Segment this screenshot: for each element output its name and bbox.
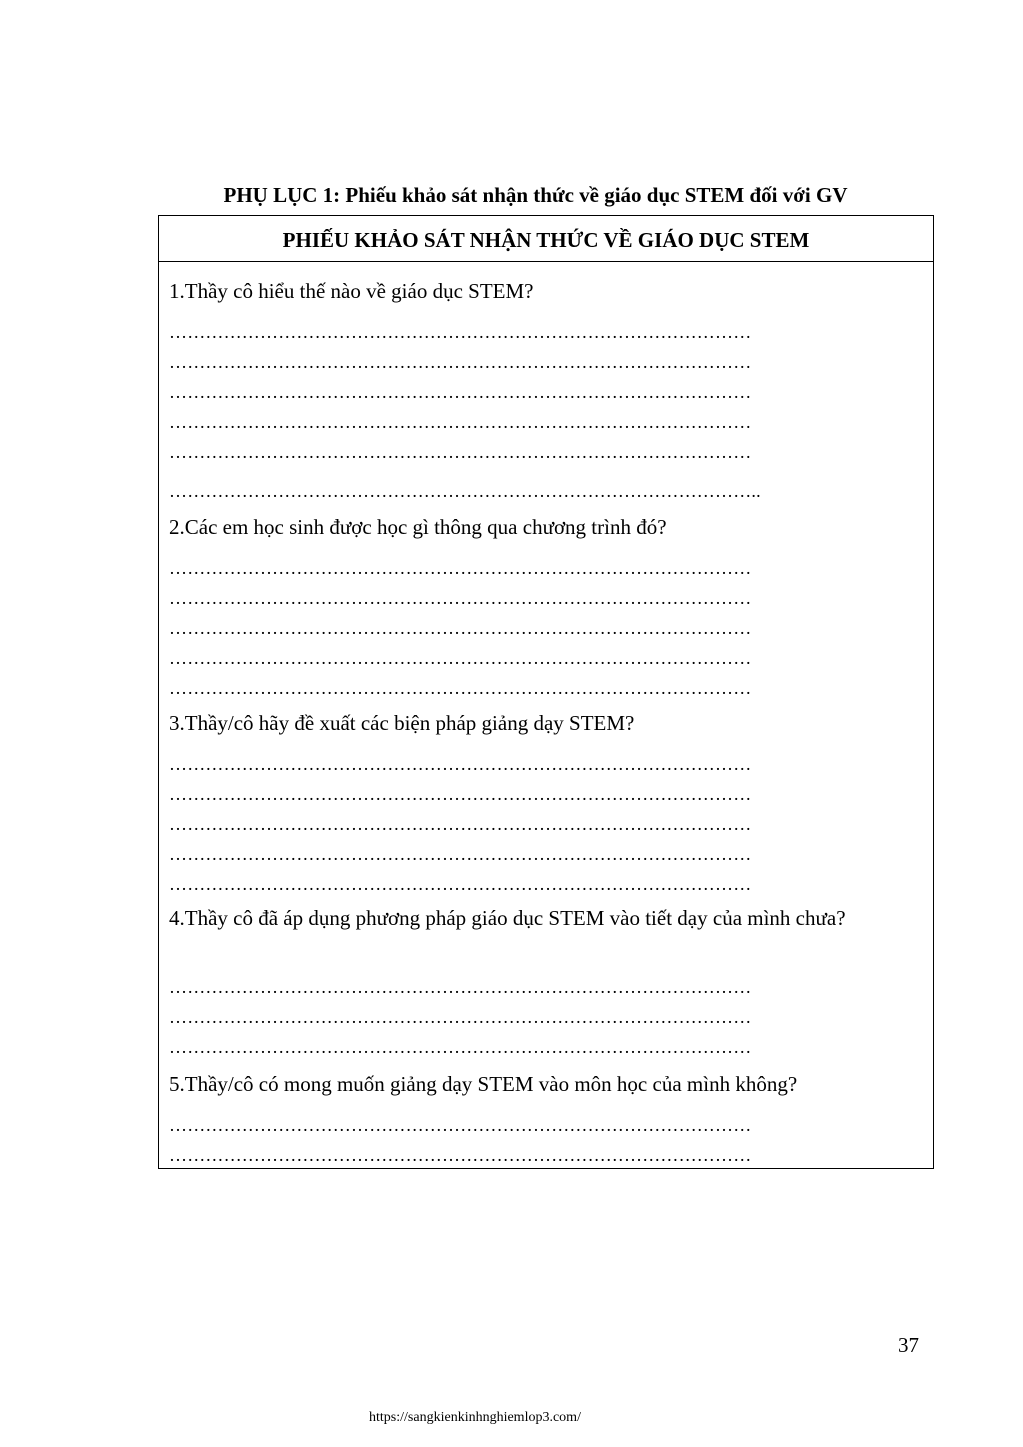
question-5: 5.Thầy/cô có mong muốn giảng dạy STEM vào môn học của mình không? <box>169 1072 798 1096</box>
question-3: 3.Thầy/cô hãy đề xuất các biện pháp giảng dạy STEM? <box>169 711 635 735</box>
appendix-title: PHỤ LỤC 1: Phiếu khảo sát nhận thức về giáo dục STEM đối với GV <box>223 183 848 207</box>
answer-line: …………………………………………………………………………………… <box>169 977 752 997</box>
survey-header: PHIẾU KHẢO SÁT NHẬN THỨC VỀ GIÁO DỤC STEM <box>159 216 933 262</box>
page-number: 37 <box>898 1333 919 1357</box>
answer-line: …………………………………………………………………………………… <box>169 814 752 834</box>
question-1: 1.Thầy cô hiểu thế nào về giáo dục STEM? <box>169 279 534 303</box>
answer-line: …………………………………………………………………………………… <box>169 1037 752 1057</box>
survey-form <box>158 215 934 1169</box>
answer-line: …………………………………………………………………………………… <box>169 558 752 578</box>
answer-line: …………………………………………………………………………………… <box>169 442 752 462</box>
answer-line: …………………………………………………………………………………… <box>169 874 752 894</box>
answer-line: …………………………………………………………………………………… <box>169 1115 752 1135</box>
answer-line: …………………………………………………………………………………… <box>169 784 752 804</box>
answer-line: …………………………………………………………………………………… <box>169 1145 752 1165</box>
question-2: 2.Các em học sinh được học gì thông qua chương trình đó? <box>169 515 667 539</box>
answer-line: …………………………………………………………………………………… <box>169 678 752 698</box>
answer-line: …………………………………………………………………………………… <box>169 352 752 372</box>
answer-line: …………………………………………………………………………………… <box>169 588 752 608</box>
answer-line: …………………………………………………………………………………… <box>169 754 752 774</box>
answer-line: …………………………………………………………………………………… <box>169 1007 752 1027</box>
answer-line: …………………………………………………………………………………… <box>169 412 752 432</box>
answer-line: …………………………………………………………………………………… <box>169 618 752 638</box>
footer-url: https://sangkienkinhnghiemlop3.com/ <box>369 1410 581 1425</box>
answer-line: …………………………………………………………………………………… <box>169 382 752 402</box>
answer-line: …………………………………………………………………………………… <box>169 322 752 342</box>
answer-line: …………………………………………………………………………………….. <box>169 481 761 501</box>
answer-line: …………………………………………………………………………………… <box>169 844 752 864</box>
survey-body <box>169 263 915 1168</box>
answer-line: …………………………………………………………………………………… <box>169 648 752 668</box>
question-4: 4.Thầy cô đã áp dụng phương pháp giáo dục STEM vào tiết dạy của mình chưa? <box>169 906 846 930</box>
